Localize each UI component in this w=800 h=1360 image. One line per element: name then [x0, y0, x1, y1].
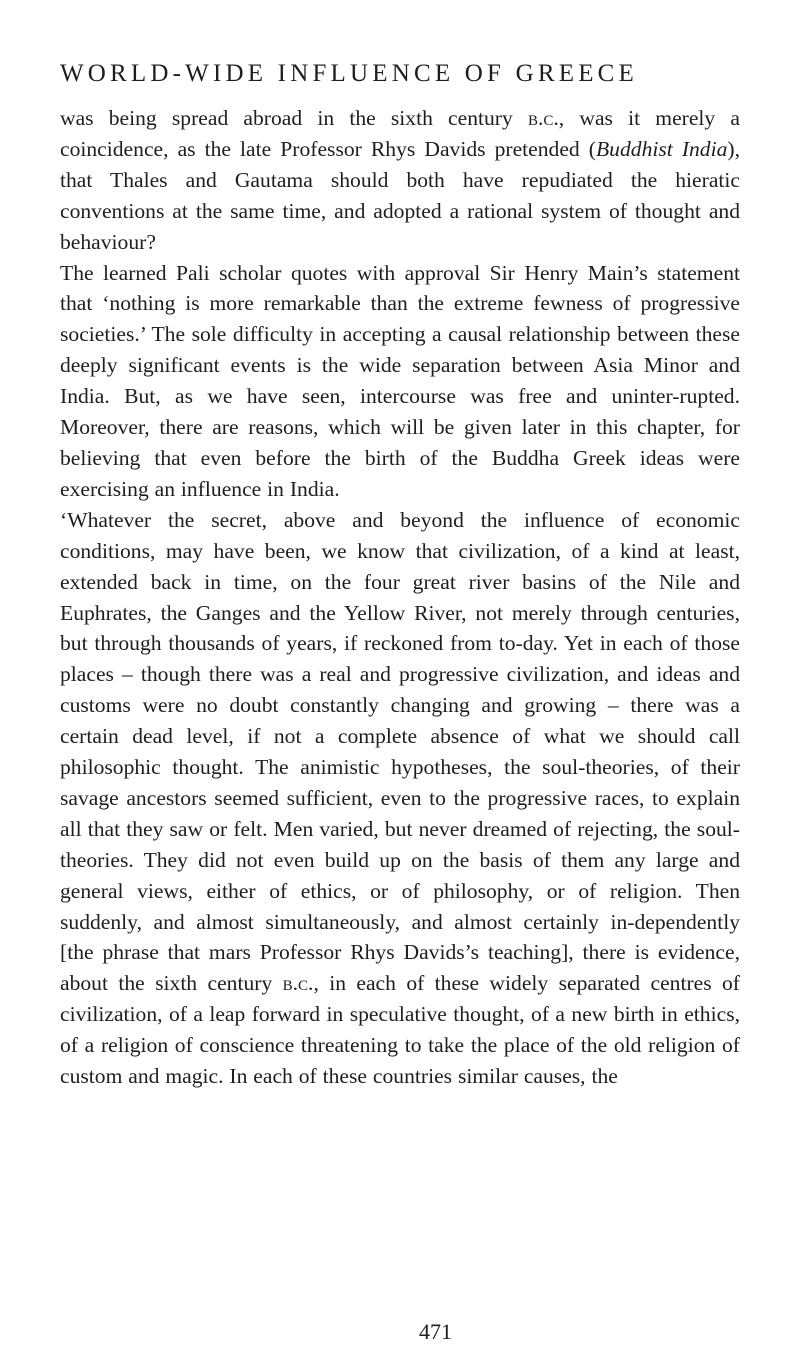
body-text [60, 103, 740, 1092]
paragraph-1 [60, 103, 740, 258]
paragraph-3-text-a: ‘Whatever the secret, above and beyond the influence of economic conditions, may have been, we know that civilization, of a kind at least, extended back in time, on the four great river basins of the Nile and Euphrates, the Ganges and the Yellow River, not merely through centuries, but through thousands of years, if reckoned from to-day. Yet in each of those places – though there was a real and progressive civilization, and ideas and customs were no doubt constantly changing and growing – there was a certain dead level, if not a complete absence of what we should call philosophic thought. The animistic hypotheses, the soul-theories, of their savage ancestors seemed sufficient, even to the progressive races, to explain all that they saw or felt. Men varied, but never dreamed of rejecting, the soul-theories. They did not even build up on the basis of them any large and general views, either of ethics, or of philosophy, or of religion. Then suddenly, and almost simultaneously, and almost certainly in-dependently [the phrase that mars Professor Rhys Davids’s teaching], there is evidence, about the sixth century [60, 507, 740, 996]
era-abbreviation: b.c. [527, 106, 559, 130]
paragraph-1-text-b: , was it merely a coincidence, as the late Professor Rhys Davids pretended ( [60, 106, 740, 161]
paragraph-1-text-a: was being spread abroad in the sixth century [60, 106, 528, 130]
paragraph-3 [60, 505, 740, 1092]
book-title-citation: Buddhist India [595, 136, 728, 161]
book-page [60, 56, 740, 1092]
running-head: WORLD-WIDE INFLUENCE OF GREECE [60, 60, 639, 87]
page-number: 471 [419, 1319, 452, 1344]
paragraph-2: The learned Pali scholar quotes with approval Sir Henry Main’s statement that ‘nothing is more remarkable than the extreme fewness of progressive societies.’ The sole difficulty in accepting a causal relationship between these deeply significant events is the wide separation between Asia Minor and India. But, as we have seen, intercourse was free and uninter-rupted. Moreover, there are reasons, which will be given later in this chapter, for believing that even before the birth of the Buddha Greek ideas were exercising an influence in India. [60, 260, 740, 501]
paragraph-1-text-c: ), that Thales and Gautama should both have repudiated the hieratic conventions at the same time, and adopted a rational system of thought and behaviour? [60, 136, 740, 254]
paragraph-3-text-b: , in each of these widely separated centres of civilization, of a leap forward in speculative thought, of a new birth in ethics, of a religion of conscience threatening to take the place of the old religion of custom and magic. In each of these countries similar causes, the [60, 971, 740, 1089]
era-abbreviation: b.c. [282, 971, 314, 996]
